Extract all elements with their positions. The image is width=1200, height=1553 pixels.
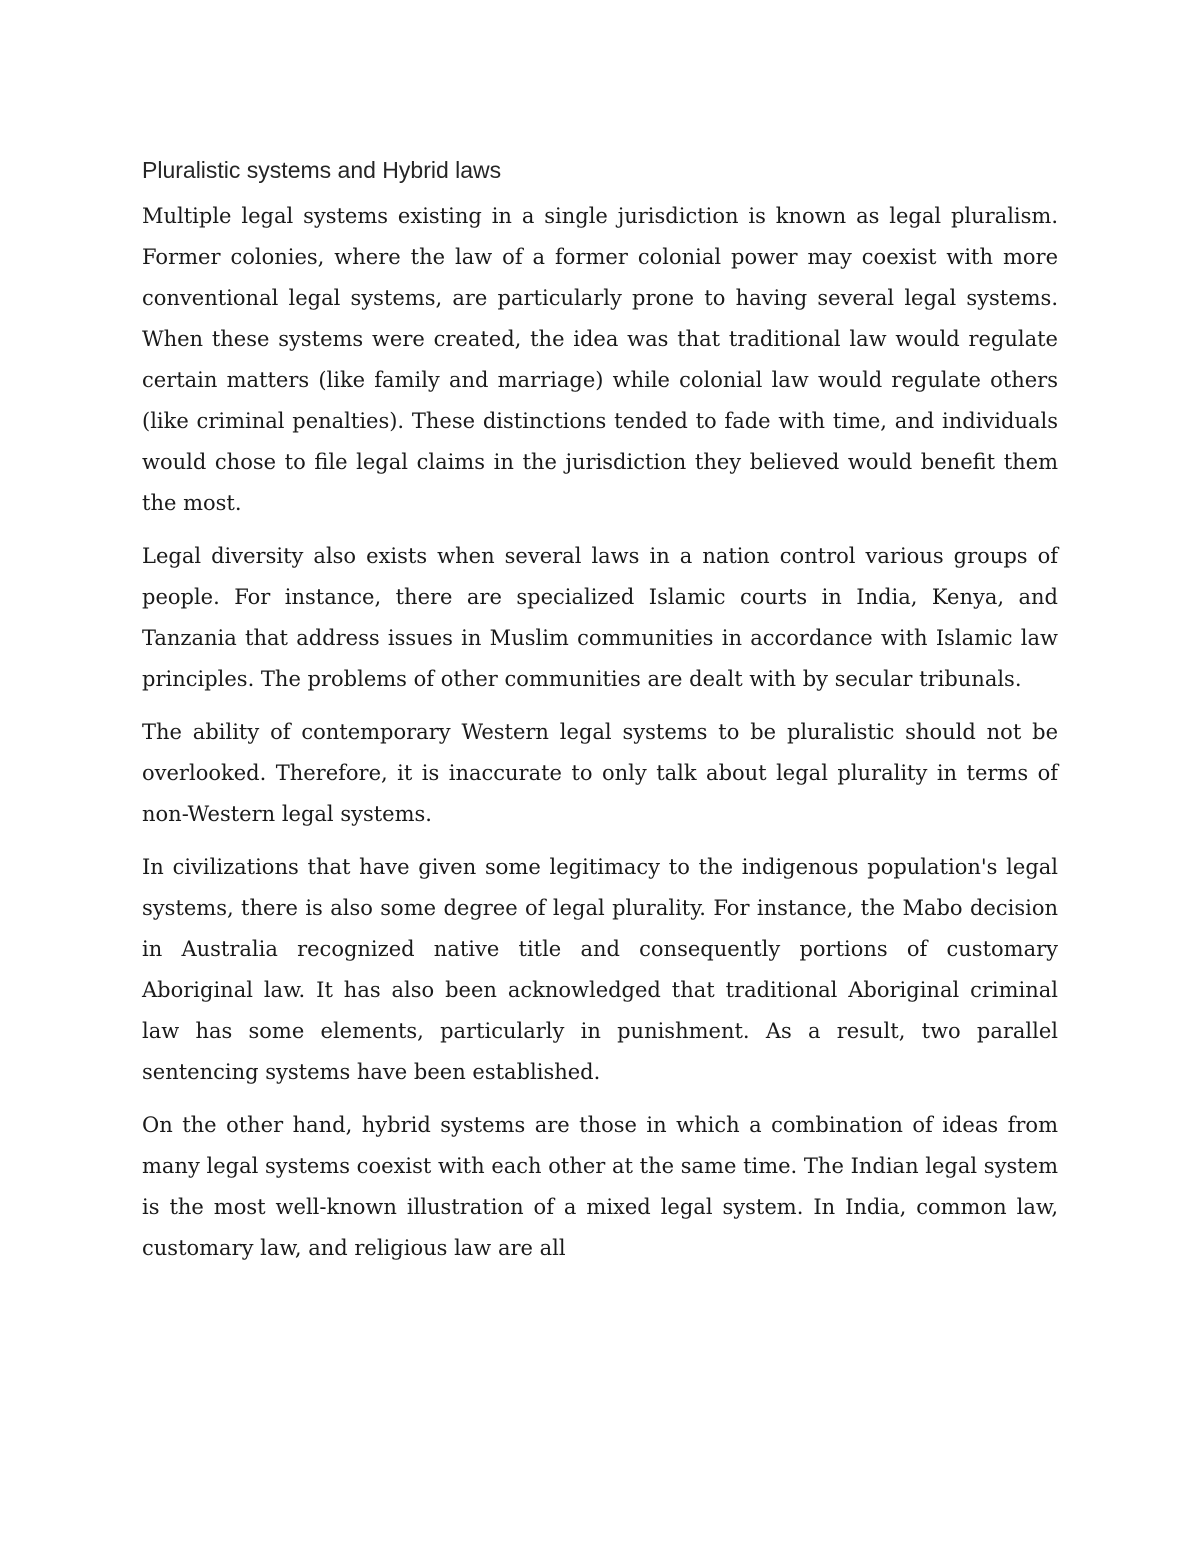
paragraph-western-systems: The ability of contemporary Western legal systems to be pluralistic should not be overlooked. Therefore, it is inaccurate to only talk about legal plurality in terms of non-Western legal systems.	[142, 720, 1058, 826]
paragraph-legal-pluralism: Multiple legal systems existing in a single jurisdiction is known as legal pluralism. Former colonies, where the law of a former colonial power may coexist with more conventional legal systems, are particularly prone to having several legal systems. When these systems were created, the idea was that traditional law would regulate certain matters (like family and marriage) while colonial law would regulate others (like criminal penalties). These distinctions tended to fade with time, and individuals would chose to file legal claims in the jurisdiction they believed would benefit them the most.	[142, 204, 1058, 515]
paragraph-hybrid-systems: On the other hand, hybrid systems are those in which a combination of ideas from many legal systems coexist with each other at the same time. The Indian legal system is the most well-known illustration of a mixed legal system. In India, common law, customary law, and religious law are all	[142, 1113, 1058, 1260]
document-title: Pluralistic systems and Hybrid laws	[142, 157, 502, 183]
paragraph-indigenous-systems: In civilizations that have given some legitimacy to the indigenous population's legal systems, there is also some degree of legal plurality. For instance, the Mabo decision in Australia recognized native title and consequently portions of customary Aboriginal law. It has also been acknowledged that traditional Aboriginal criminal law has some elements, particularly in punishment. As a result, two parallel sentencing systems have been established.	[142, 855, 1058, 1084]
document-body	[142, 150, 1058, 1281]
paragraph-legal-diversity: Legal diversity also exists when several laws in a nation control various groups of people. For instance, there are specialized Islamic courts in India, Kenya, and Tanzania that address issues in Muslim communities in accordance with Islamic law principles. The problems of other communities are dealt with by secular tribunals.	[142, 544, 1058, 691]
